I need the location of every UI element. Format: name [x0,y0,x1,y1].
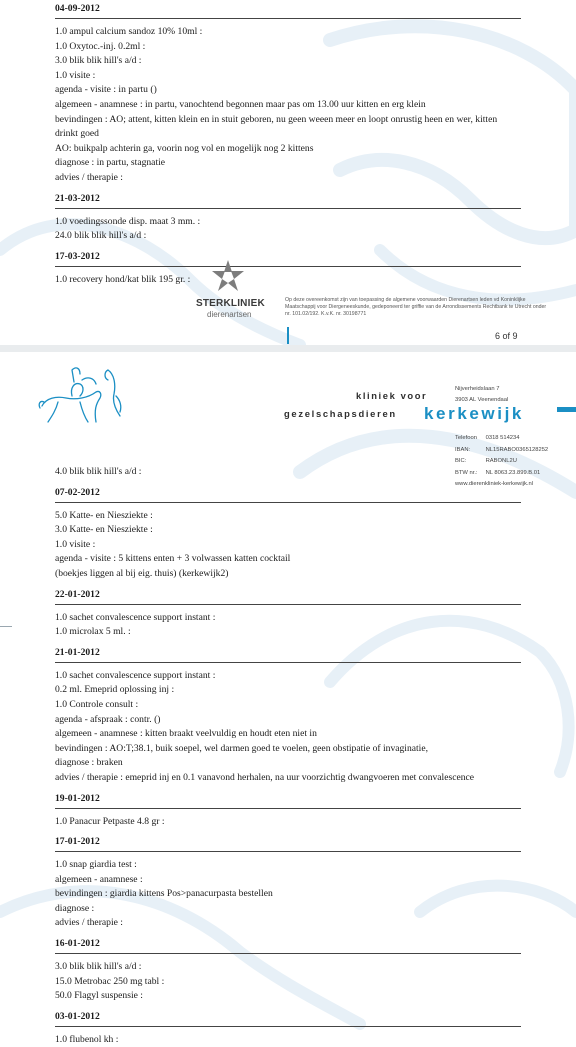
entry-line: 1.0 sachet convalescence support instant : [55,669,216,681]
entry-line: 3.0 blik blik hill's a/d : [55,55,142,67]
entry-line: algemeen - anamnese : [55,873,143,885]
entry-line: 1.0 flubenol kh : [55,1033,119,1045]
divider [55,808,521,809]
divider [55,604,521,605]
footer-terms-text: Op deze overeenkomst zijn van toepassing de algemene voorwaarden Dierenartsen leden vd Koninklijke Maatschappij voor Diergeneeskunde, gedeponeerd ter griffie van de Arrondissements Rechtbank te Utrecht onder nr. 101.02/192. K.v.K. nr. 30198771 [285,297,547,317]
contact-website: www.dierenkliniek-kerkewijk.nl [455,481,533,487]
sterkliniek-star-logo [193,258,263,298]
entry-line: 0.2 ml. Emeprid oplossing inj : [55,684,175,696]
entry-line: (boekjes liggen al bij eig. thuis) (kerkewijk2) [55,567,229,579]
entry-line: agenda - afspraak : contr. () [55,713,161,725]
entry-line: 1.0 ampul calcium sandoz 10% 10ml : [55,26,203,37]
divider [55,502,521,503]
entry-line: bevindingen : AO:T;38.1, buik soepel, wel darmen goed te voelen, geen obstipatie of invaginatie, [55,742,428,754]
page-number: 6 of 9 [495,331,518,341]
entry-line: 1.0 snap giardia test : [55,859,137,871]
contact-label: Telefoon [455,435,477,441]
entry-22-01-2012 [55,586,521,640]
entry-line: 1.0 sachet convalescence support instant : [55,611,216,623]
record-page-7 [0,352,576,1045]
entry-date: 17-01-2012 [55,836,100,848]
divider [55,1026,521,1027]
contact-row [455,445,548,457]
entry-date: 22-01-2012 [55,588,100,600]
contact-value: RABONL2U [485,458,517,464]
entry-19-01-2012 [55,790,521,830]
contact-value: 0318 514234 [485,435,520,441]
entry-date: 16-01-2012 [55,938,100,950]
entry-date: 07-02-2012 [55,486,100,498]
divider [55,266,521,267]
footer-clinic-subtitle: dierenartsen [207,310,252,319]
contact-value: NL15RABO0365128252 [485,446,549,453]
brand-line-1: kliniek voor [356,390,428,401]
record-list-page1 [55,0,521,287]
clinic-address [455,384,508,405]
entry-07-02-2012 [55,484,521,582]
entry-line: 1.0 visite : [55,538,96,550]
entry-line: bevindingen : giardia kittens Pos>panacurpasta bestellen [55,888,273,900]
entry-line: algemeen - anamnese : in partu, vanochtend begonnen maar pas om 13.00 uur kitten en erg klein [55,98,426,110]
entry-21-03-2012 [55,190,521,244]
entry-line: AO: buikpalp achterin ga, voorin nog vol en mogelijk nog 2 kittens [55,142,314,154]
contact-row [455,433,548,445]
entry-line: 50.0 Flagyl suspensie : [55,990,143,1002]
entry-date: 04-09-2012 [55,3,100,14]
entry-line: advies / therapie : [55,171,123,183]
entry-date: 19-01-2012 [55,792,100,804]
entry-17-03-2012 [55,248,521,288]
entry-line: advies / therapie : emeprid inj en 0.1 vanavond herhalen, na uur voorzichtig dwangvoeren met convalescence [55,771,475,783]
entry-line: agenda - visite : in partu () [55,84,157,96]
entry-16-01-2012 [55,935,521,1004]
entry-line: 1.0 recovery hond/kat blik 195 gr. : [55,273,191,285]
brand-accent-bar [557,407,576,412]
entry-line: agenda - visite : 5 kittens enten + 3 volwassen katten cocktail [55,553,291,565]
page-separator [0,345,576,352]
entry-line: advies / therapie : [55,917,123,929]
margin-mark [0,626,12,627]
entry-line: 24.0 blik blik hill's a/d : [55,230,147,242]
entry-03-01-2012 [55,1008,521,1047]
entry-04-09-2012 [55,0,521,186]
address-street: Nijverheidslaan 7 [455,386,500,392]
entry-line: 1.0 Controle consult : [55,698,139,710]
contact-label: IBAN: [455,446,471,453]
entry-line: bevindingen : AO; attent, kitten klein en in stuit geboren, nu geen weeen meer en loopt onrustig heen en wer, kitten drinkt goed [55,113,498,140]
divider [55,208,521,209]
entry-line: 1.0 visite : [55,69,96,81]
footer-accent-bar [287,327,289,344]
entry-date: 17-03-2012 [55,250,100,262]
entry-line: 3.0 Katte- en Niesziekte : [55,524,153,536]
entry-21-01-2012 [55,644,521,786]
contact-value: NL 8063.23.899.B.01 [485,469,541,476]
divider [55,18,521,19]
address-city: 3903 AL Veenendaal [455,396,509,403]
record-list-page2 [55,465,521,1047]
entry-line: diagnose : [55,902,95,914]
entry-line: 1.0 microlax 5 ml. : [55,626,131,638]
entry-line: algemeen - anamnese : kitten braakt veelvuldig en houdt eten niet in [55,728,317,740]
entry-line: diagnose : braken [55,757,123,769]
divider [55,953,521,954]
entry-17-01-2012 [55,833,521,931]
entry-line: 5.0 Katte- en Niesziekte : [55,509,153,521]
brand-line-2: gezelschapsdieren [284,408,397,419]
carry-over-line: 4.0 blik blik hill's a/d : [55,466,142,477]
brand-name: kerkewijk [424,404,524,423]
entry-date: 03-01-2012 [55,1010,100,1022]
footer-clinic-name: STERKLINIEK [196,298,265,309]
entry-line: 3.0 blik blik hill's a/d : [55,961,142,973]
record-page-6 [0,0,576,345]
entry-date: 21-03-2012 [55,192,100,204]
contact-label: BTW nr.: [455,469,478,476]
entry-line: 1.0 voedingssonde disp. maat 3 mm. : [55,215,201,227]
divider [55,662,521,663]
contact-label: BIC: [455,458,467,464]
divider [55,851,521,852]
entry-line: diagnose : in partu, stagnatie [55,157,166,169]
entry-date: 21-01-2012 [55,646,100,658]
clinic-animals-logo [36,362,128,426]
entry-line: 15.0 Metrobac 250 mg tabl : [55,975,165,987]
entry-line: 1.0 Panacur Petpaste 4.8 gr : [55,815,165,827]
entry-line: 1.0 Oxytoc.-inj. 0.2ml : [55,40,146,52]
